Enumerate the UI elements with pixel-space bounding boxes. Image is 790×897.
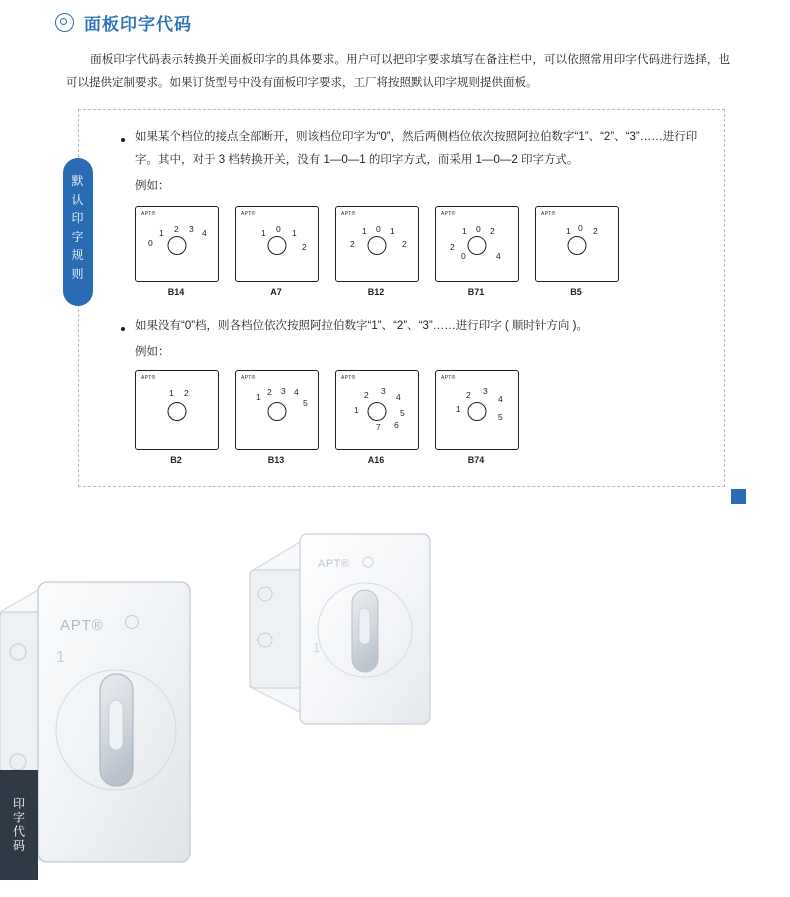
- position-number: 1: [462, 225, 467, 236]
- tab-char-0: 默: [71, 174, 85, 188]
- brand-label: APT®: [341, 374, 356, 381]
- tab-char-1: 认: [71, 192, 85, 207]
- section-tab-default-rules: [63, 158, 93, 306]
- tab-char-5: 则: [71, 266, 85, 281]
- brand-label: APT®: [141, 210, 156, 217]
- position-number: 0: [461, 250, 466, 261]
- brand-label: APT®: [141, 374, 156, 381]
- position-number: 3: [281, 385, 286, 396]
- position-number: 3: [483, 385, 488, 396]
- svg-text:1: 1: [313, 640, 321, 655]
- position-number: 2: [267, 386, 272, 397]
- switch-panel-face: [235, 206, 319, 282]
- position-number: 1: [159, 227, 164, 238]
- position-number: 0: [476, 223, 481, 234]
- svg-text:APT®: APT®: [318, 558, 350, 570]
- position-number: 0: [276, 223, 281, 234]
- switch-panel-face: [435, 370, 519, 450]
- position-number: 5: [303, 397, 308, 408]
- knob-icon: [268, 402, 287, 421]
- position-number: 1: [256, 391, 261, 402]
- page-header: [0, 0, 790, 35]
- panel-code-label: A7: [270, 286, 282, 297]
- knob-icon: [568, 236, 587, 255]
- knob-icon: [368, 402, 387, 421]
- bullet-icon: [121, 327, 125, 331]
- page-title: 面板印字代码: [84, 15, 192, 34]
- page-side-tab: [0, 770, 38, 880]
- position-number: 4: [202, 227, 207, 238]
- knob-icon: [368, 236, 387, 255]
- position-number: 2: [364, 389, 369, 400]
- panel-figure: [135, 206, 217, 297]
- switch-panel-face: [335, 370, 419, 450]
- tab-char-4: 规: [71, 248, 85, 263]
- panel-code-label: B12: [367, 286, 385, 297]
- rule-item: [121, 126, 714, 172]
- position-number: 5: [400, 407, 405, 418]
- panel-figure-row: [135, 370, 714, 465]
- brand-label: APT®: [441, 210, 456, 217]
- knob-icon: [468, 236, 487, 255]
- panel-figure: [135, 370, 217, 465]
- svg-text:APT®: APT®: [60, 617, 104, 634]
- position-number: 1: [566, 225, 571, 236]
- knob-icon: [168, 236, 187, 255]
- tab-char-3: 字: [71, 229, 85, 244]
- panel-code-label: B74: [467, 454, 485, 465]
- brand-label: APT®: [541, 210, 556, 217]
- position-number: 1: [354, 404, 359, 415]
- decorative-square: [731, 489, 746, 504]
- panel-code-label: B13: [267, 454, 285, 465]
- position-number: 5: [498, 411, 503, 422]
- position-number: 1: [169, 387, 174, 398]
- intro-paragraph: [66, 49, 730, 95]
- switch-panel-face: [435, 206, 519, 282]
- position-number: 2: [302, 241, 307, 252]
- panel-figure: [235, 370, 317, 465]
- position-number: 3: [189, 223, 194, 234]
- switch-panel-face: [235, 370, 319, 450]
- intro-text: 面板印字代码表示转换开关面板印字的具体要求。用户可以把印字要求填写在备注栏中，可以依照常用印字代码进行选择，也可以提供定制要求。如果订货型号中没有面板印字要求，工厂将按照默认印字规则提供面板。: [66, 54, 730, 89]
- product-photo: [0, 512, 790, 897]
- panel-code-label: B5: [570, 286, 582, 297]
- example-label: 例如：: [135, 345, 170, 358]
- switch-panel-face: [535, 206, 619, 282]
- switch-panel-face: [335, 206, 419, 282]
- panel-figure: [335, 206, 417, 297]
- side-tab-label: 印字代码: [11, 797, 26, 853]
- position-number: 2: [466, 389, 471, 400]
- position-number: 4: [496, 250, 501, 261]
- example-label: 例如：: [135, 180, 170, 192]
- panel-figure: [435, 370, 517, 465]
- panel-code-label: B14: [167, 286, 185, 297]
- position-number: 2: [490, 225, 495, 236]
- position-number: 1: [390, 225, 395, 236]
- position-number: 4: [498, 393, 503, 404]
- switch-panel-face: [135, 370, 219, 450]
- rule-text: 如果没有“0”档，则各档位依次按照阿拉伯数字“1”、“2”、“3”……进行印字 ( 顺时针方向 )。: [135, 319, 588, 332]
- rule-item: [121, 315, 714, 338]
- tab-char-2: 印: [71, 211, 85, 226]
- position-number: 3: [381, 385, 386, 396]
- target-circle-icon: [55, 13, 74, 32]
- position-number: 4: [396, 391, 401, 402]
- panel-figure: [235, 206, 317, 297]
- rule-text: 如果某个档位的接点全部断开，则该档位印字为“0”，然后两侧档位依次按照阿拉伯数字“1”、“2”、“3”……进行印字。其中，对于 3 档转换开关，没有 1—0—1 的印字方式，而采用 1—0—2 印字方式。: [135, 131, 698, 166]
- position-number: 0: [148, 237, 153, 248]
- panel-figure: [435, 206, 517, 297]
- knob-icon: [168, 402, 187, 421]
- panel-code-label: A16: [367, 454, 385, 465]
- brand-label: APT®: [241, 374, 256, 381]
- position-number: 2: [450, 241, 455, 252]
- knob-icon: [268, 236, 287, 255]
- panel-figure-row: [135, 206, 714, 297]
- bullet-icon: [121, 138, 125, 142]
- panel-figure: [335, 370, 417, 465]
- panel-code-label: B2: [170, 454, 182, 465]
- position-number: 0: [578, 222, 583, 233]
- position-number: 0: [376, 223, 381, 234]
- position-number: 1: [261, 227, 266, 238]
- position-number: 1: [456, 403, 461, 414]
- position-number: 6: [394, 419, 399, 430]
- svg-text:1: 1: [56, 649, 65, 666]
- position-number: 2: [402, 238, 407, 249]
- position-number: 2: [593, 225, 598, 236]
- panel-code-label: B71: [467, 286, 485, 297]
- panel-figure: [535, 206, 617, 297]
- position-number: 2: [174, 223, 179, 234]
- brand-label: APT®: [341, 210, 356, 217]
- position-number: 1: [292, 227, 297, 238]
- knob-icon: [468, 402, 487, 421]
- brand-label: APT®: [241, 210, 256, 217]
- position-number: 4: [294, 386, 299, 397]
- default-printing-rules-box: [71, 109, 725, 487]
- position-number: 2: [350, 238, 355, 249]
- switch-panel-face: [135, 206, 219, 282]
- brand-label: APT®: [441, 374, 456, 381]
- position-number: 1: [362, 225, 367, 236]
- position-number: 2: [184, 387, 189, 398]
- position-number: 7: [376, 421, 381, 432]
- rotary-switch-illustration: [0, 512, 790, 897]
